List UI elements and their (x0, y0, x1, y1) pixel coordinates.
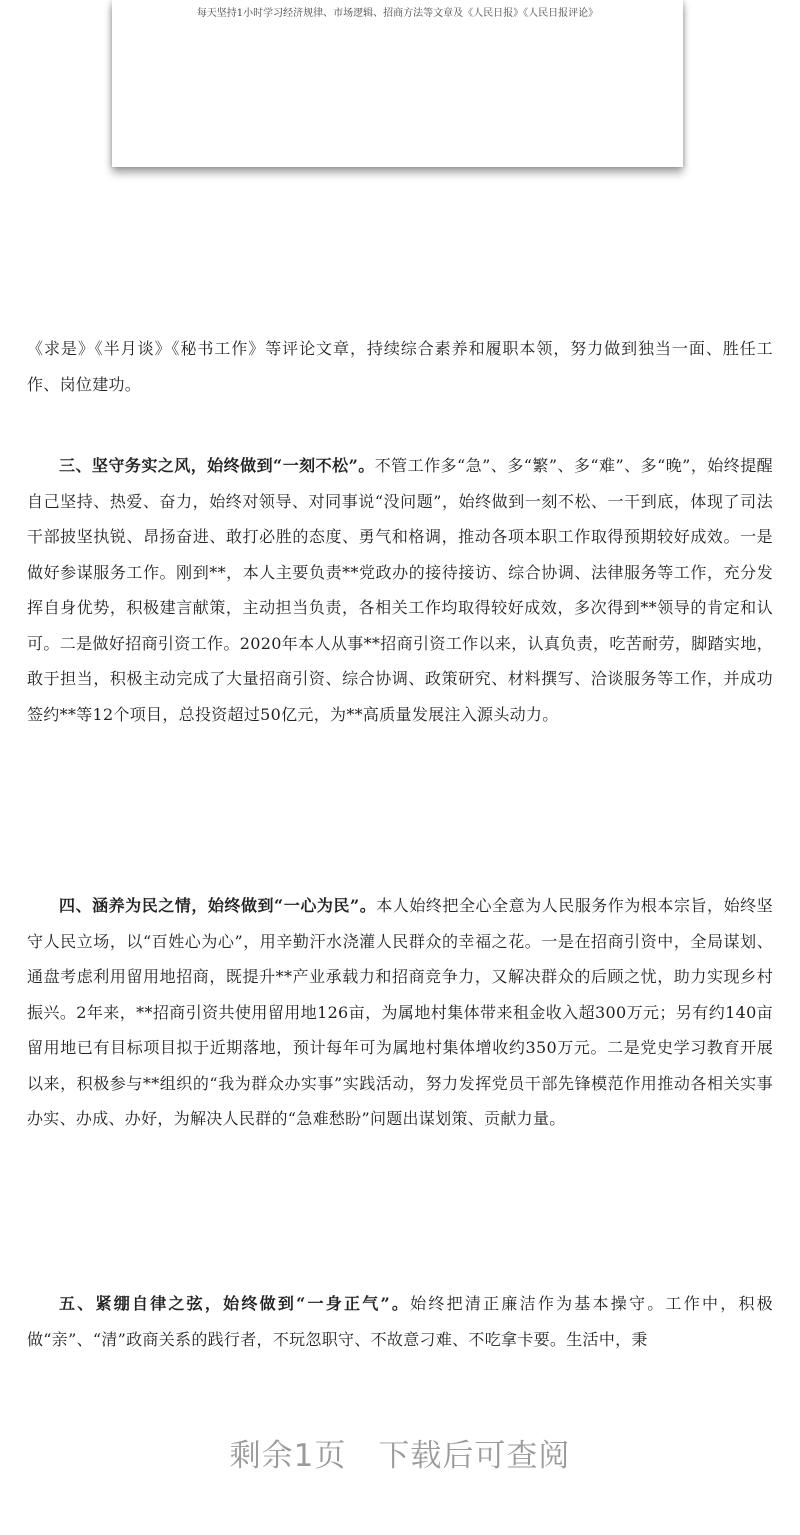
section-4-paragraph (27, 888, 773, 1137)
section-4-text: 本人始终把全心全意为人民服务作为根本宗旨，始终坚守人民立场，以“百姓心为心”，用辛勤汗水浇灌人民群众的幸福之花。一是在招商引资中，全局谋划、通盘考虑利用留用地招商，既提升**产业承载力和招商竞争力，又解决群众的后顾之忧，助力实现乡村振兴。2年来，**招商引资共使用留用地126亩，为属地村集体带来租金收入超300万元；另有约140亩留用地已有目标项目拟于近期落地，预计每年可为属地村集体增收约350万元。二是党史学习教育开展以来，积极参与**组织的“我为群众办实事”实践活动，努力发挥党员干部先锋模范作用推动各相关实事办实、办成、办好，为解决人民群的“急难愁盼”问题出谋划策、贡献力量。 (27, 896, 773, 1128)
document-page-preview (112, 0, 683, 167)
section-5 (27, 1286, 773, 1357)
section-3-text: 不管工作多“急”、多“繁”、多“难”、多“晚”，始终提醒自己坚持、热爱、奋力，始终对领导、对同事说“没问题”，始终做到一刻不松、一干到底，体现了司法干部披坚执锐、昂扬奋进、敢打必胜的态度、勇气和格调，推动各项本职工作取得预期较好成效。一是做好参谋服务工作。刚到**，本人主要负责**党政办的接待接访、综合协调、法律服务等工作，充分发挥自身优势，积极建言献策，主动担当负责，各相关工作均取得较好成效，多次得到**领导的肯定和认可。二是做好招商引资工作。2020年本人从事**招商引资工作以来，认真负责，吃苦耐劳，脚踏实地，敢于担当，积极主动完成了大量招商引资、综合协调、政策研究、材料撰写、洽谈服务等工作，并成功签约**等12个项目，总投资超过50亿元，为**高质量发展注入源头动力。 (27, 456, 773, 724)
remaining-pages-notice[interactable]: 剩余1页 下载后可查阅 (229, 1438, 571, 1474)
document-body (27, 331, 773, 402)
intro-paragraph: 《求是》《半月谈》《秘书工作》等评论文章，持续综合素养和履职本领，努力做到独当一面、胜任工作、岗位建功。 (27, 339, 773, 394)
section-5-paragraph (27, 1286, 773, 1357)
section-4-heading: 四、涵养为民之情，始终做到“一心为民”。 (59, 896, 377, 915)
section-3-paragraph (27, 448, 773, 732)
section-4 (27, 888, 773, 1137)
section-3-heading: 三、坚守务实之风，始终做到“一刻不松”。 (59, 456, 375, 475)
section-3 (27, 448, 773, 732)
section-5-text: 始终把清正廉洁作为基本操守。工作中，积极做“亲”、“清”政商关系的践行者，不玩忽职守、不故意刁难、不吃拿卡要。生活中，秉 (27, 1294, 773, 1349)
section-5-heading: 五、紧绷自律之弦，始终做到“一身正气”。 (59, 1294, 411, 1313)
page-header-text: 每天坚持1小时学习经济规律、市场逻辑、招商方法等文章及《人民日报》《人民日报评论》 (196, 8, 599, 19)
